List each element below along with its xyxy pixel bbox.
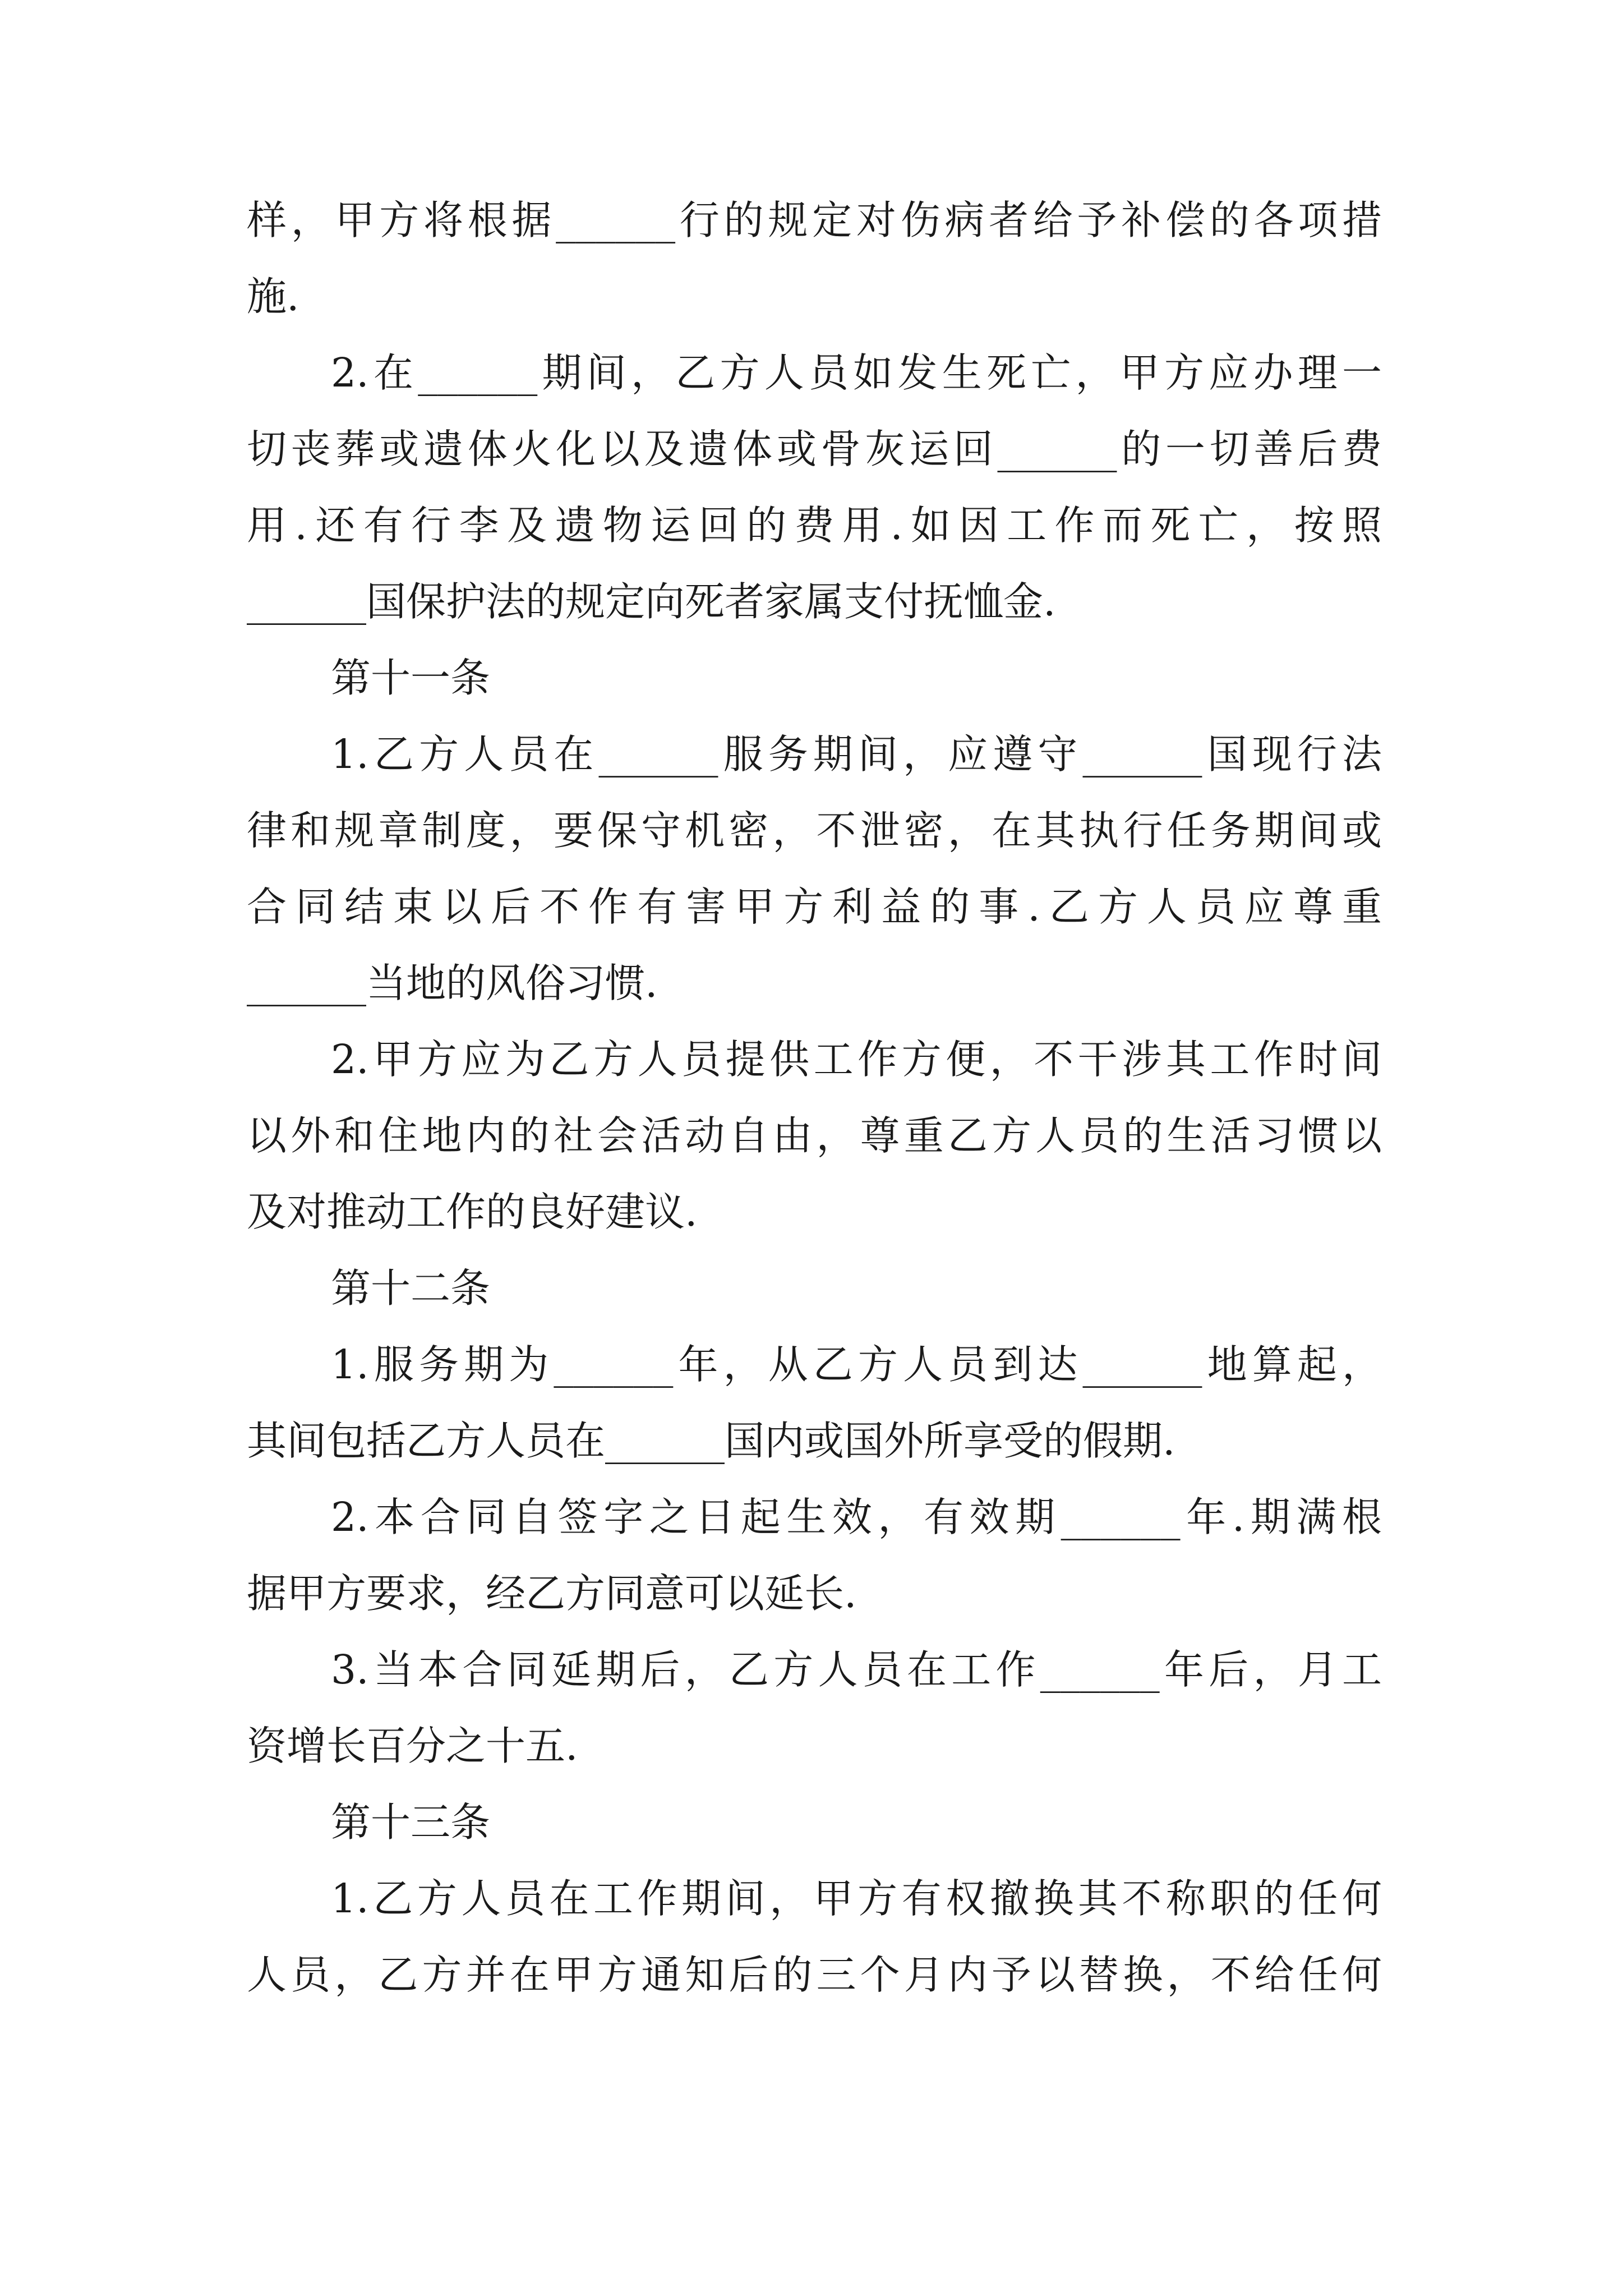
text-line: 2.甲方应为乙方人员提供工作方便，不干涉其工作时间	[331, 1036, 1382, 1083]
text-line: 合同结束以后不作有害甲方利益的事.乙方人员应尊重	[247, 884, 1382, 930]
text-line: 2.在______期间，乙方人员如发生死亡，甲方应办理一	[331, 349, 1382, 396]
text-line: 样，甲方将根据______行的规定对伤病者给予补偿的各项措	[247, 197, 1382, 243]
section-heading: 第十三条	[331, 1799, 491, 1846]
text-line: 据甲方要求，经乙方同意可以延长.	[247, 1570, 857, 1617]
section-heading: 第十二条	[331, 1265, 491, 1312]
text-line: ______当地的风俗习惯.	[247, 960, 658, 1006]
text-line: 2.本合同自签字之日起生效，有效期______年.期满根	[331, 1494, 1382, 1540]
text-line: 其间包括乙方人员在______国内或国外所享受的假期.	[247, 1418, 1175, 1464]
text-line: ______国保护法的规定向死者家属支付抚恤金.	[247, 578, 1056, 625]
text-line: 1.乙方人员在工作期间，甲方有权撤换其不称职的任何	[331, 1875, 1382, 1922]
text-line: 人员，乙方并在甲方通知后的三个月内予以替换，不给任何	[247, 1952, 1382, 1998]
text-line: 1.服务期为______年，从乙方人员到达______地算起，	[331, 1341, 1382, 1388]
text-line: 及对推动工作的良好建议.	[247, 1189, 698, 1235]
text-line: 切丧葬或遗体火化以及遗体或骨灰运回______的一切善后费	[247, 426, 1382, 472]
section-heading: 第十一条	[331, 655, 491, 701]
text-line: 3.当本合同延期后，乙方人员在工作______年后，月工	[331, 1646, 1382, 1693]
text-line: 以外和住地内的社会活动自由，尊重乙方人员的生活习惯以	[247, 1112, 1382, 1159]
text-line: 资增长百分之十五.	[247, 1723, 578, 1769]
text-line: 施.	[247, 273, 299, 320]
text-line: 律和规章制度，要保守机密，不泄密，在其执行任务期间或	[247, 807, 1382, 854]
text-line: 1.乙方人员在______服务期间，应遵守______国现行法	[331, 731, 1382, 777]
text-line: 用.还有行李及遗物运回的费用.如因工作而死亡，按照	[247, 502, 1382, 549]
